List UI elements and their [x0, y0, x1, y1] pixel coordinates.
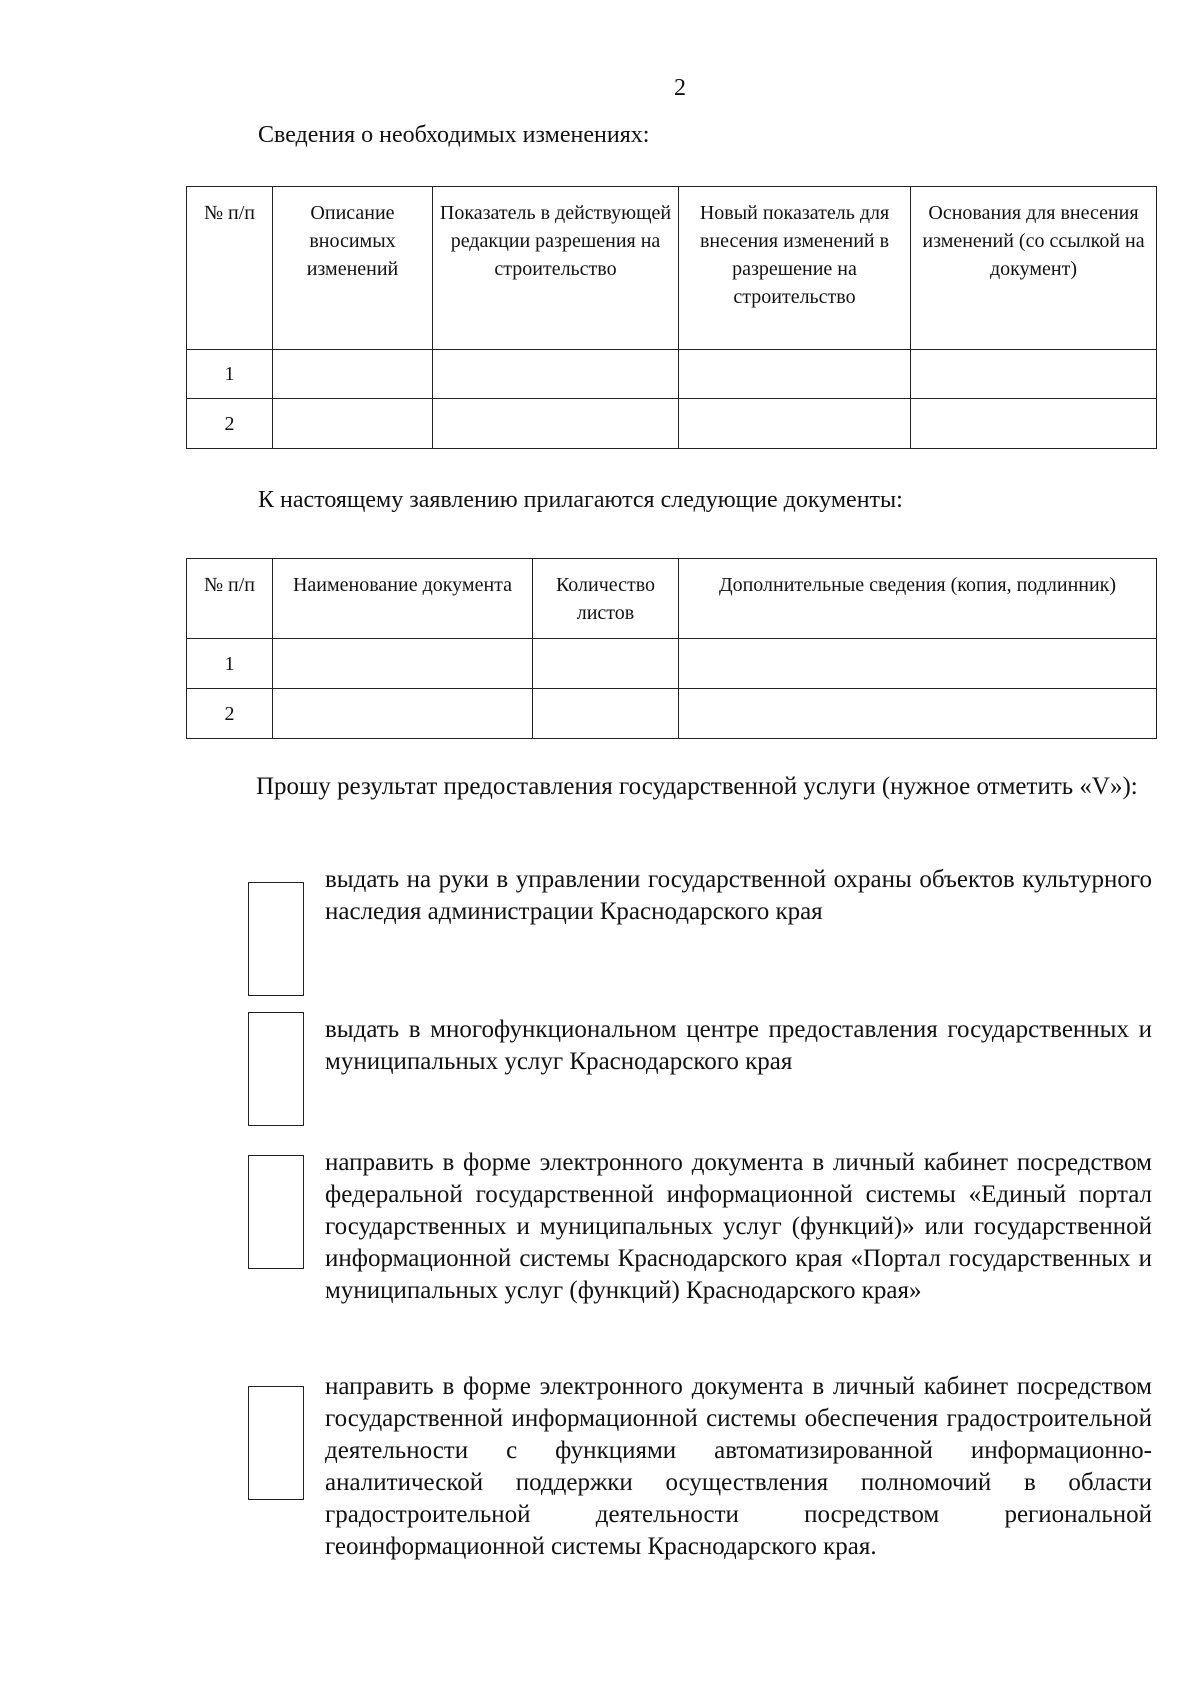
page-number: 2 [674, 75, 686, 101]
documents-table [186, 558, 1157, 739]
grounds-cell[interactable] [911, 399, 1157, 449]
row-number: 2 [187, 689, 273, 739]
result-request-text: Прошу результат предоставления государственной услуги (нужное отметить «V»): [256, 773, 1138, 800]
option-checkbox-public-services-portal[interactable] [248, 1155, 304, 1269]
col-current-value-header: Показатель в действующей редакции разрешения на строительство [433, 187, 679, 350]
document-name-cell[interactable] [273, 639, 533, 689]
changes-header-row [187, 187, 1157, 350]
additional-info-cell[interactable] [679, 639, 1157, 689]
table-row [187, 689, 1157, 739]
option-checkbox-urban-planning-system[interactable] [248, 1386, 304, 1500]
sheet-count-cell[interactable] [533, 689, 679, 739]
document-name-cell[interactable] [273, 689, 533, 739]
documents-heading: К настоящему заявлению прилагаются следующие документы: [258, 487, 903, 513]
description-cell[interactable] [273, 350, 433, 399]
option-label-urban-planning-system: направить в форме электронного документа в личный кабинет посредством государственной информационной системы обеспечения градостроительной деятельности с функциями автоматизированной информационно-аналитической поддержки осуществления полномочий в области градостроительной деятельности посредством региональной геоинформационной системы Краснодарского края. [325, 1373, 1152, 1560]
row-number: 1 [187, 639, 273, 689]
col-additional-info-header: Дополнительные сведения (копия, подлинник) [679, 559, 1157, 639]
current-value-cell[interactable] [433, 350, 679, 399]
option-checkbox-hand-delivery[interactable] [248, 882, 304, 996]
option-checkbox-mfc[interactable] [248, 1012, 304, 1126]
new-value-cell[interactable] [679, 399, 911, 449]
col-description-header: Описание вносимых изменений [273, 187, 433, 350]
table-row [187, 639, 1157, 689]
additional-info-cell[interactable] [679, 689, 1157, 739]
changes-table [186, 186, 1157, 449]
col-grounds-header: Основания для внесения изменений (со ссылкой на документ) [911, 187, 1157, 350]
description-cell[interactable] [273, 399, 433, 449]
row-number: 2 [187, 399, 273, 449]
col-document-name-header: Наименование документа [273, 559, 533, 639]
option-label-public-services-portal: направить в форме электронного документа в личный кабинет посредством федеральной государственной информационной системы «Единый портал государственных и муниципальных услуг (функций)» или государственной информационной системы Краснодарского края «Портал государственных и муниципальных услуг (функций) Краснодарского края» [325, 1149, 1152, 1304]
col-number-header: № п/п [187, 187, 273, 350]
changes-heading: Сведения о необходимых изменениях: [258, 122, 650, 148]
documents-header-row [187, 559, 1157, 639]
row-number: 1 [187, 350, 273, 399]
table-row [187, 350, 1157, 399]
option-label-mfc: выдать в многофункциональном центре предоставления государственных и муниципальных услуг Краснодарского края [325, 1016, 1152, 1075]
sheet-count-cell[interactable] [533, 639, 679, 689]
col-sheet-count-header: Количество листов [533, 559, 679, 639]
current-value-cell[interactable] [433, 399, 679, 449]
grounds-cell[interactable] [911, 350, 1157, 399]
col-number-header: № п/п [187, 559, 273, 639]
new-value-cell[interactable] [679, 350, 911, 399]
option-label-hand-delivery: выдать на руки в управлении государственной охраны объектов культурного наследия администрации Краснодарского края [325, 866, 1152, 925]
table-row [187, 399, 1157, 449]
col-new-value-header: Новый показатель для внесения изменений в разрешение на строительство [679, 187, 911, 350]
